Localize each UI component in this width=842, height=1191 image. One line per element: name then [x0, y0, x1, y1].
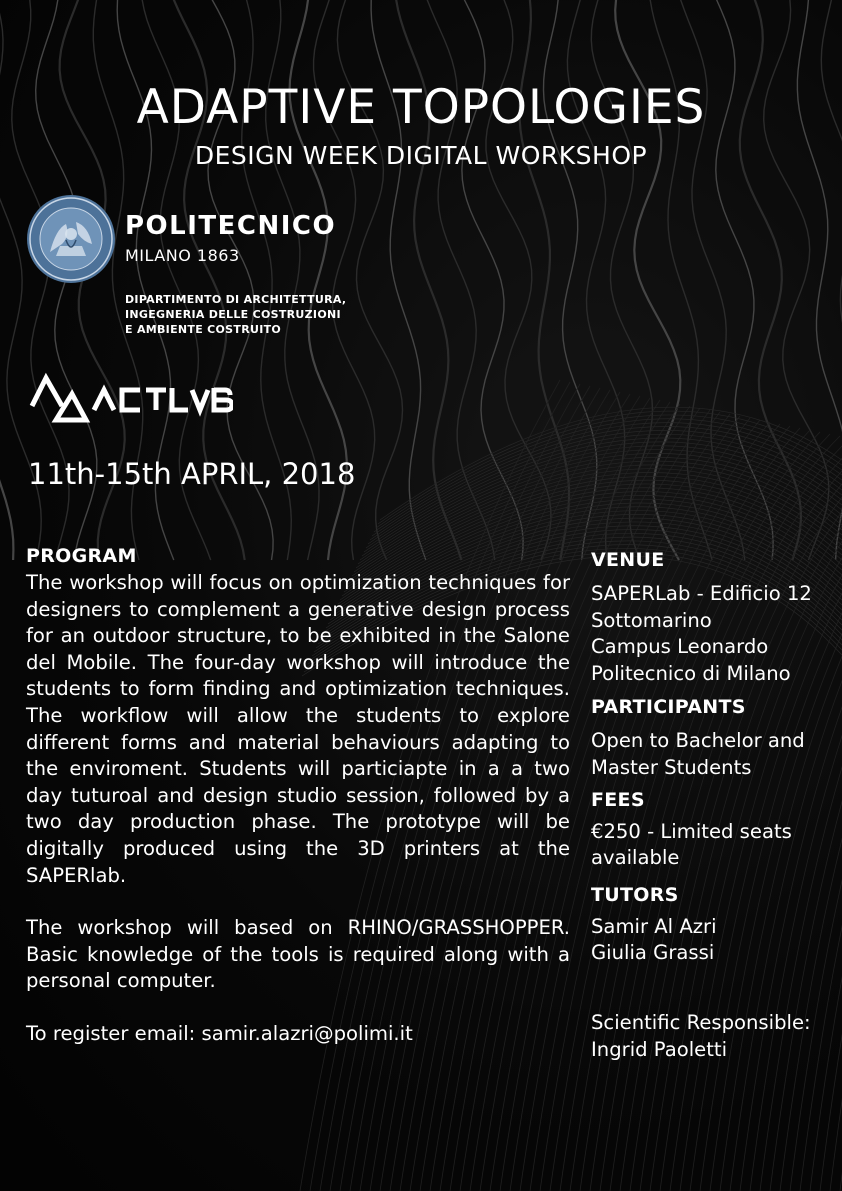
- tutor-name: Samir Al Azri: [591, 914, 717, 938]
- fees-line: available: [591, 846, 680, 870]
- institution-name: POLITECNICO: [125, 211, 337, 241]
- program-section: [26, 542, 570, 1048]
- university-seal-icon: [26, 194, 116, 284]
- responsible-line: Ingrid Paoletti: [591, 1037, 728, 1061]
- event-details: [591, 545, 831, 1063]
- program-heading: PROGRAM: [26, 545, 137, 567]
- institution-subtitle: MILANO 1863: [125, 246, 240, 265]
- fees-info: [591, 819, 831, 872]
- fees-line: €250 - Limited seats: [591, 819, 792, 843]
- poster-subtitle: DESIGN WEEK DIGITAL WORKSHOP: [194, 141, 648, 170]
- venue-info: [591, 581, 831, 687]
- responsible-line: Scientific Responsible:: [591, 1010, 811, 1034]
- venue-line: Sottomarino: [591, 608, 712, 632]
- poster-title: ADAPTIVE TOPOLOGIES: [136, 80, 706, 135]
- department-line: INGEGNERIA DELLE COSTRUZIONI: [125, 308, 341, 321]
- participants-line: Master Students: [591, 755, 752, 779]
- venue-line: Campus Leonardo: [591, 635, 769, 659]
- scientific-responsible: [591, 1010, 831, 1063]
- department-line: E AMBIENTE COSTRUITO: [125, 323, 282, 336]
- participants-line: Open to Bachelor and: [591, 729, 805, 753]
- department-line: DIPARTIMENTO DI ARCHITETTURA,: [125, 293, 347, 306]
- tutor-name: Giulia Grassi: [591, 941, 715, 965]
- software-requirements: The workshop will based on RHINO/GRASSHOPPER. Basic knowledge of the tools is required along with a personal computer.: [26, 916, 570, 993]
- program-description: The workshop will focus on optimization techniques for designers to complement a generative design process for an outdoor structure, to be exhibited in the Salone del Mobile. The four-day workshop will introduce the students to form finding and optimization techniques. The workflow will allow the students to explore different forms and material behaviours adapting to the enviroment. Students will particiapte in a a two day tuturoal and design studio session, followed by a two day production phase. The prototype will be digitally produced using the 3D printers at the SAPERlab.: [26, 571, 570, 887]
- event-date: 11th-15th APRIL, 2018: [28, 457, 356, 491]
- participants-heading: PARTICIPANTS: [591, 696, 746, 719]
- registration-info: To register email: samir.alazri@polimi.it: [26, 1021, 413, 1045]
- venue-line: SAPERLab - Edificio 12: [591, 582, 812, 605]
- venue-line: Politecnico di Milano: [591, 661, 791, 685]
- actlab-logo-icon: [28, 372, 233, 426]
- tutors-heading: TUTORS: [591, 883, 679, 906]
- venue-heading: VENUE: [591, 549, 665, 571]
- fees-heading: FEES: [591, 788, 645, 811]
- participants-info: [591, 728, 831, 781]
- department-name: [125, 292, 346, 337]
- tutors-info: [591, 914, 831, 967]
